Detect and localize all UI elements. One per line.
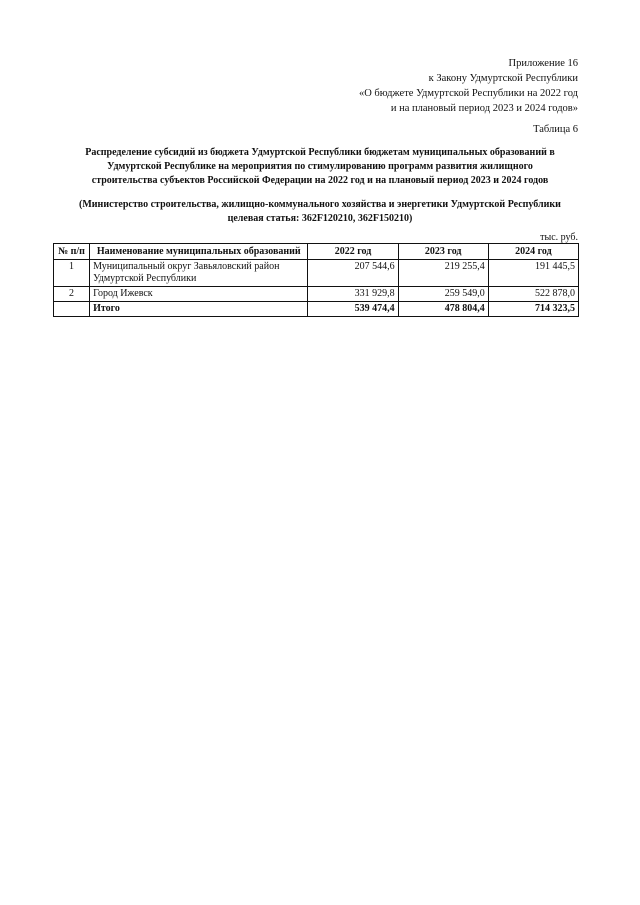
row-2024: 191 445,5 <box>488 260 578 287</box>
row-2022: 331 929,8 <box>308 287 398 302</box>
total-row <box>54 302 579 317</box>
title-line: Распределение субсидий из бюджета Удмуртской Республики бюджетам муниципальных образований в <box>85 147 555 158</box>
title-line: Удмуртской Республике на мероприятия по стимулированию программ развития жилищного <box>107 161 533 172</box>
appendix-line: Приложение 16 <box>508 58 578 69</box>
ministry-subtitle <box>56 198 584 226</box>
table-header-row <box>54 244 579 260</box>
row-name: Муниципальный округ Завьяловский район Удмуртской Республики <box>90 260 308 287</box>
units-label: тыс. руб. <box>540 232 578 243</box>
row-2022: 207 544,6 <box>308 260 398 287</box>
total-2023: 478 804,4 <box>398 302 488 317</box>
row-name: Город Ижевск <box>90 287 308 302</box>
appendix-line: и на плановый период 2023 и 2024 годов» <box>390 103 578 114</box>
subtitle-line: целевая статья: 362F120210, 362F150210) <box>227 213 413 224</box>
header-name: Наименование муниципальных образований <box>90 244 308 260</box>
header-2022: 2022 год <box>308 244 398 260</box>
header-2024: 2024 год <box>488 244 578 260</box>
table-number: Таблица 6 <box>533 124 578 135</box>
subsidy-table <box>53 243 579 317</box>
header-2023: 2023 год <box>398 244 488 260</box>
row-number: 1 <box>54 260 90 287</box>
row-2023: 219 255,4 <box>398 260 488 287</box>
row-2023: 259 549,0 <box>398 287 488 302</box>
table-row <box>54 260 579 287</box>
total-number-cell <box>54 302 90 317</box>
appendix-line: к Закону Удмуртской Республики <box>428 73 578 84</box>
document-title <box>56 146 584 188</box>
row-2024: 522 878,0 <box>488 287 578 302</box>
header-number: № п/п <box>54 244 90 260</box>
total-label: Итого <box>90 302 308 317</box>
table-row <box>54 287 579 302</box>
total-2024: 714 323,5 <box>488 302 578 317</box>
appendix-header <box>278 56 578 116</box>
total-2022: 539 474,4 <box>308 302 398 317</box>
title-line: строительства субъектов Российской Федерации на 2022 год и на плановый период 2023 и 2024 годов <box>91 175 549 186</box>
row-number: 2 <box>54 287 90 302</box>
appendix-line: «О бюджете Удмуртской Республики на 2022 год <box>358 88 578 99</box>
subtitle-line: (Министерство строительства, жилищно-коммунального хозяйства и энергетики Удмуртской Республики <box>79 199 561 210</box>
